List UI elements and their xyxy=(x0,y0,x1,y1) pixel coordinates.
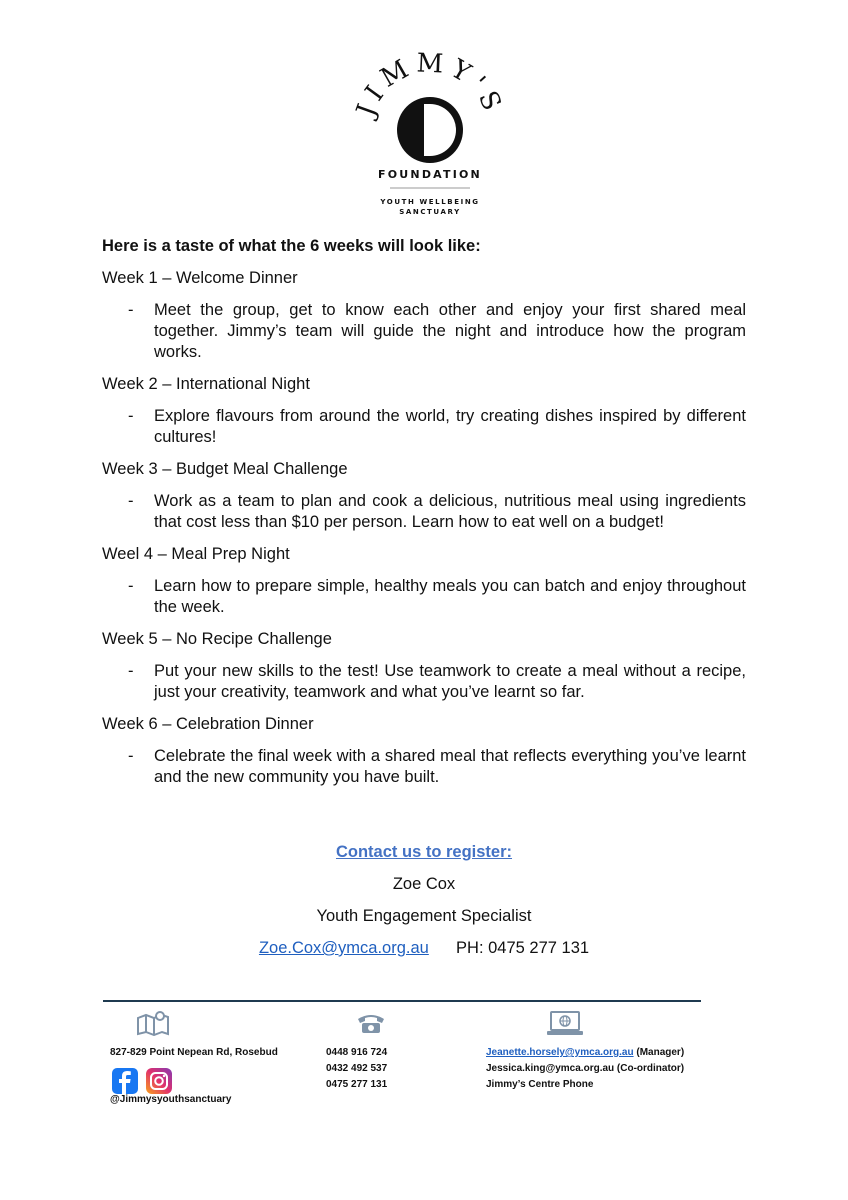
telephone-icon xyxy=(356,1011,386,1035)
laptop-web-icon xyxy=(545,1010,585,1038)
map-icon xyxy=(136,1010,170,1036)
week-title: Week 2 – International Night xyxy=(102,375,310,393)
contact-heading[interactable]: Contact us to register: xyxy=(335,843,513,861)
dash-bullet: - xyxy=(128,407,134,425)
week-desc-text: Celebrate the final week with a shared meal that reflects everything you’ve learnt and the new community you have built. xyxy=(154,747,746,786)
instagram-icon[interactable] xyxy=(146,1068,172,1094)
footer-phone: 0475 277 131 xyxy=(326,1079,388,1090)
week-description xyxy=(102,491,746,533)
program-content xyxy=(102,236,746,799)
dash-bullet: - xyxy=(128,747,134,765)
week-description xyxy=(102,300,746,363)
contact-phone: PH: 0475 277 131 xyxy=(456,939,590,957)
footer-phone: 0432 492 537 xyxy=(326,1063,388,1074)
week-desc-text: Meet the group, get to know each other and enjoy your first shared meal together. Jimmy’s team will guide the night and introduce how the program works. xyxy=(154,301,746,361)
coordinator-email: Jessica.king@ymca.org.au (Co-ordinator) xyxy=(486,1063,685,1074)
contact-role: Youth Engagement Specialist xyxy=(316,907,532,925)
contact-line xyxy=(102,938,746,959)
social-handle: @Jimmysyouthsanctuary xyxy=(110,1094,232,1105)
logo-graphic xyxy=(350,52,510,217)
dash-bullet: - xyxy=(128,577,134,595)
contact-email-link[interactable]: Zoe.Cox@ymca.org.au xyxy=(258,939,429,957)
logo-sub1: YOUTH WELLBEING xyxy=(380,198,480,206)
manager-email-link[interactable]: Jeanette.horsely@ymca.org.au xyxy=(486,1047,634,1058)
week-description xyxy=(102,661,746,703)
foundation-logo xyxy=(350,52,510,217)
week-title: Week 5 – No Recipe Challenge xyxy=(102,630,332,648)
week-title: Week 1 – Welcome Dinner xyxy=(102,269,298,287)
footer-divider xyxy=(103,1000,701,1002)
footer-phone-column xyxy=(326,1045,387,1093)
logo-sub2: SANCTUARY xyxy=(399,208,461,216)
contact-section xyxy=(102,842,746,970)
week-description xyxy=(102,406,746,448)
week-title: Week 6 – Celebration Dinner xyxy=(102,715,314,733)
logo-arc-text: JIMMY'S xyxy=(351,52,510,121)
week-title: Weel 4 – Meal Prep Night xyxy=(102,545,290,563)
footer-email-column xyxy=(486,1045,684,1093)
week-description xyxy=(102,576,746,618)
contact-name: Zoe Cox xyxy=(392,875,456,893)
centre-phone-label: Jimmy’s Centre Phone xyxy=(486,1079,594,1090)
week-description xyxy=(102,746,746,788)
social-icons xyxy=(112,1068,172,1094)
week-desc-text: Explore flavours from around the world, try creating dishes inspired by different cultures! xyxy=(154,407,746,446)
week-desc-text: Work as a team to plan and cook a delicious, nutritious meal using ingredients that cost less than $10 per person. Learn how to eat well on a budget! xyxy=(154,492,746,531)
dash-bullet: - xyxy=(128,662,134,680)
manager-role: (Manager) xyxy=(633,1047,685,1058)
dash-bullet: - xyxy=(128,492,134,510)
intro-heading: Here is a taste of what the 6 weeks will look like: xyxy=(102,237,481,255)
week-desc-text: Learn how to prepare simple, healthy meals you can batch and enjoy throughout the week. xyxy=(154,577,746,616)
footer-phone: 0448 916 724 xyxy=(326,1047,388,1058)
dash-bullet: - xyxy=(128,301,134,319)
logo-foundation: FOUNDATION xyxy=(378,168,482,181)
week-title: Week 3 – Budget Meal Challenge xyxy=(102,460,348,478)
footer-address-column xyxy=(110,1045,278,1061)
facebook-icon[interactable] xyxy=(112,1068,138,1094)
footer-address: 827-829 Point Nepean Rd, Rosebud xyxy=(110,1047,278,1058)
week-desc-text: Put your new skills to the test! Use teamwork to create a meal without a recipe, just your creativity, teamwork and what you’ve learnt so far. xyxy=(154,662,746,701)
